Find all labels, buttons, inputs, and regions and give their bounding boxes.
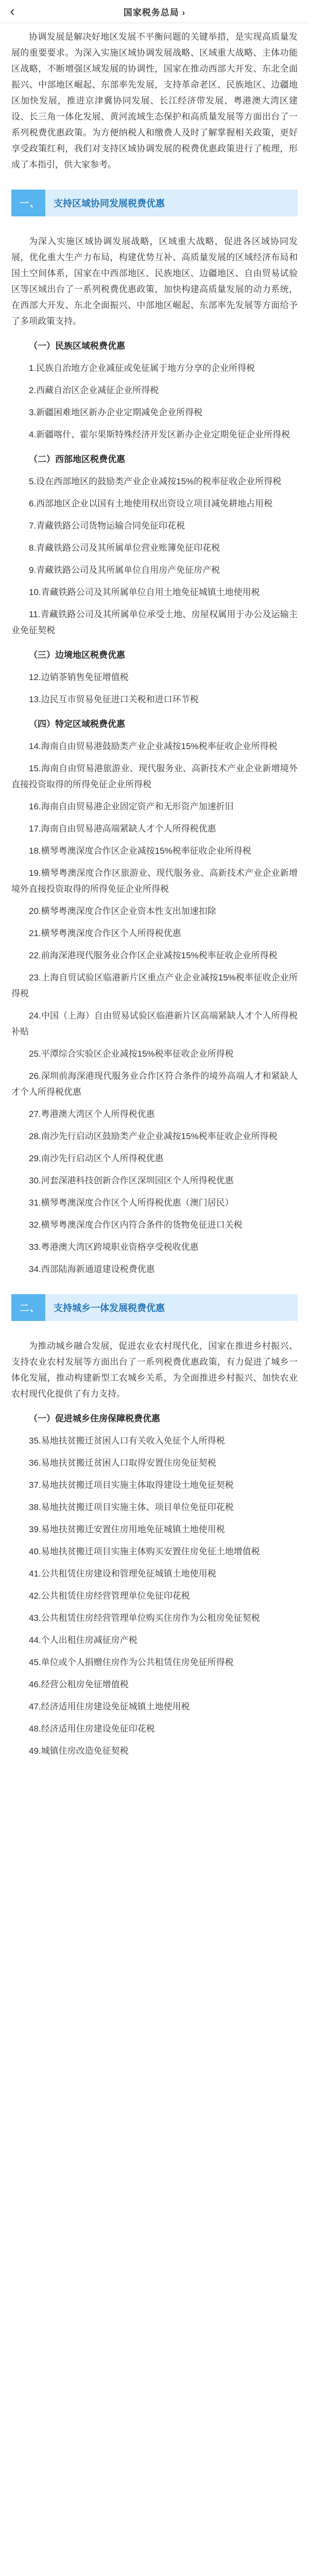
policy-item[interactable]: 21.横琴粤澳深度合作区个人所得税优惠 xyxy=(29,928,181,938)
section-intro: 为推动城乡融合发展，促进农业农村现代化，国家在推进乡村振兴、支持农业农村发展等方面出台了一系列税费优惠政策，有力促进了城乡一体化发展，推动构建新型工农城乡关系，为全面推进乡村振兴、加快农业农村现代化提供了有力支持。 xyxy=(11,1341,298,1399)
intro-paragraph: 协调发展是解决好地区发展不平衡问题的关键举措，是实现高质量发展的重要要求。为深入实施区域协调发展战略、区域重大战略、主体功能区战略，不断增强区域发展的协调性，国家在推动西部大开发、东北全面振兴、中部地区崛起、东部率先发展，支持革命老区、民族地区、边疆地区加快发展，推进京津冀协同发展、长江经济带发展、粤港澳大湾区建设、长三角一体化发展、黄河流域生态保护和高质量发展等方面出台了一系列税费优惠政策。为方便纳税人和缴费人及时了解掌握相关政策，更好享受政策红利，我们对支持区域协调发展的税费优惠政策进行了梳理，形成了本指引，供大家参考。 xyxy=(11,32,298,170)
policy-item[interactable]: 16.海南自由贸易港企业固定资产和无形资产加速折旧 xyxy=(29,802,234,811)
section-number: 二、 xyxy=(14,1294,45,1321)
policy-item[interactable]: 34.西部陆海新通道建设税费优惠 xyxy=(29,1264,155,1274)
policy-item[interactable]: 2.西藏自治区企业减征企业所得税 xyxy=(29,385,159,395)
policy-item[interactable]: 25.平潭综合实验区企业减按15%税率征收企业所得税 xyxy=(29,1049,234,1059)
section-intro: 为深入实施区域协调发展战略，区域重大战略，促进各区域协同发展，优化重大生产力布局，构建优势互补、高质量发展的区域经济布局和国土空间体系，国家在中西部地区、民族地区、边疆地区、自由贸易试验区等区域出台了一系列税费优惠政策，加快构建高质量发展的动力系统，在西部大开发、东北全面振兴、中部地区崛起、东部率先发展等方面给予了多项政策支持。 xyxy=(11,236,298,326)
section-header xyxy=(11,1294,298,1321)
section-number: 一、 xyxy=(14,190,45,216)
policy-item[interactable]: 22.前海深港现代服务业合作区企业减按15%税率征收企业所得税 xyxy=(29,951,278,960)
group-heading: （三）边境地区税费优惠 xyxy=(29,650,125,660)
policy-item[interactable]: 40.易地扶贫搬迁项目实施主体购买安置住房免征土地增值税 xyxy=(29,1547,260,1556)
back-icon[interactable]: ‹ xyxy=(10,3,15,19)
policy-item[interactable]: 39.易地扶贫搬迁安置住房用地免征城镇土地使用税 xyxy=(29,1524,225,1534)
section-header xyxy=(11,190,298,216)
policy-item[interactable]: 23.上海自贸试验区临港新片区重点产业企业减按15%税率征收企业所得税 xyxy=(11,973,298,998)
policy-item[interactable]: 19.横琴粤澳深度合作区旅游业、现代服务业、高新技术产业企业新增境外直接投资取得的所得免征企业所得税 xyxy=(11,868,298,894)
policy-item[interactable]: 24.中国（上海）自由贸易试验区临港新片区高端紧缺人才个人所得税补贴 xyxy=(11,1011,298,1037)
policy-item[interactable]: 1.民族自治地方企业减征或免征属于地方分享的企业所得税 xyxy=(29,363,255,373)
policy-item[interactable]: 4.新疆喀什、霍尔果斯特殊经济开发区新办企业定期免征企业所得税 xyxy=(29,430,290,439)
policy-item[interactable]: 33.粤港澳大湾区跨境职业资格享受税收优惠 xyxy=(29,1242,199,1252)
policy-item[interactable]: 30.河套深港科技创新合作区深圳园区个人所得税优惠 xyxy=(29,1176,234,1185)
policy-item[interactable]: 32.横琴粤澳深度合作区内符合条件的货物免征进口关税 xyxy=(29,1220,243,1230)
policy-item[interactable]: 9.青藏铁路公司及其所属单位自用房产免征房产税 xyxy=(29,565,220,575)
policy-item[interactable]: 42.公共租赁住房经营管理单位免征印花税 xyxy=(29,1591,190,1601)
policy-item[interactable]: 37.易地扶贫搬迁项目实施主体取得建设土地免征契税 xyxy=(29,1480,234,1490)
policy-item[interactable]: 15.海南自由贸易港旅游业、现代服务业、高新技术产业企业新增境外直接投资取得的所得免征企业所得税 xyxy=(11,764,298,789)
section-banner xyxy=(0,188,309,218)
policy-item[interactable]: 17.海南自由贸易港高端紧缺人才个人所得税优惠 xyxy=(29,824,216,834)
policy-item[interactable]: 7.青藏铁路公司货物运输合同免征印花税 xyxy=(29,521,185,531)
group-heading: （二）西部地区税费优惠 xyxy=(29,454,125,464)
page-title: 国家税务总局 › xyxy=(123,7,186,18)
policy-item[interactable]: 29.南沙先行启动区个人所得税优惠 xyxy=(29,1154,164,1163)
policy-item[interactable]: 26.深圳前海深港现代服务业合作区符合条件的境外高端人才和紧缺人才个人所得税优惠 xyxy=(11,1071,298,1097)
policy-item[interactable]: 49.城镇住房改造免征契税 xyxy=(29,1746,129,1756)
policy-item[interactable]: 27.粤港澳大湾区个人所得税优惠 xyxy=(29,1109,155,1119)
policy-item[interactable]: 10.青藏铁路公司及其所属单位自用土地免征城镇土地使用税 xyxy=(29,587,260,597)
policy-item[interactable]: 12.边销茶销售免征增值税 xyxy=(29,672,129,682)
policy-item[interactable]: 18.横琴粤澳深度合作区企业减按15%税率征收企业所得税 xyxy=(29,846,251,856)
policy-item[interactable]: 11.青藏铁路公司及其所属单位承受土地、房屋权属用于办公及运输主业免征契税 xyxy=(11,609,298,635)
policy-item[interactable]: 5.设在西部地区的鼓励类产业企业减按15%的税率征收企业所得税 xyxy=(29,477,282,486)
policy-item[interactable]: 20.横琴粤澳深度合作区企业资本性支出加速扣除 xyxy=(29,906,216,916)
policy-item[interactable]: 47.经济适用住房建设免征城镇土地使用税 xyxy=(29,1702,190,1711)
article-body xyxy=(0,29,309,1765)
policy-item[interactable]: 13.边民互市贸易免征进口关税和进口环节税 xyxy=(29,694,199,704)
policy-item[interactable]: 6.西部地区企业以国有土地使用权出资设立项目减免耕地占用税 xyxy=(29,499,273,509)
section-banner xyxy=(0,1293,309,1323)
group-heading: （一）民族区域税费优惠 xyxy=(29,341,125,351)
policy-item[interactable]: 44.个人出租住房减征房产税 xyxy=(29,1635,138,1645)
policy-item[interactable]: 14.海南自由贸易港鼓励类产业企业减按15%税率征收企业所得税 xyxy=(29,741,278,751)
group-heading: （四）特定区域税费优惠 xyxy=(29,719,125,729)
policy-item[interactable]: 43.公共租赁住房经营管理单位购买住房作为公租房免征契税 xyxy=(29,1613,260,1623)
policy-item[interactable]: 46.经营公租房免征增值税 xyxy=(29,1680,129,1689)
policy-item[interactable]: 38.易地扶贫搬迁项目实施主体、项目单位免征印花税 xyxy=(29,1502,234,1512)
policy-item[interactable]: 3.新疆困难地区新办企业定期减免企业所得税 xyxy=(29,408,203,417)
policy-item[interactable]: 35.易地扶贫搬迁贫困人口有关收入免征个人所得税 xyxy=(29,1436,225,1446)
section-title: 支持城乡一体发展税费优惠 xyxy=(54,1303,165,1313)
policy-item[interactable]: 8.青藏铁路公司及其所属单位营业账簿免征印花税 xyxy=(29,543,220,553)
policy-item[interactable]: 41.公共租赁住房建设和管理免征城镇土地使用税 xyxy=(29,1569,216,1579)
section-title: 支持区域协同发展税费优惠 xyxy=(54,198,165,209)
policy-item[interactable]: 31.横琴粤澳深度合作区个人所得税优惠（澳门居民） xyxy=(29,1198,234,1208)
policy-item[interactable]: 28.南沙先行启动区鼓励类产业企业减按15%税率征收企业所得税 xyxy=(29,1131,278,1141)
group-heading: （一）促进城乡住房保障税费优惠 xyxy=(29,1414,160,1423)
top-bar xyxy=(0,0,309,23)
policy-item[interactable]: 36.易地扶贫搬迁贫困人口取得安置住房免征契税 xyxy=(29,1458,216,1468)
policy-item[interactable]: 45.单位或个人捐赠住房作为公共租赁住房免征所得税 xyxy=(29,1657,234,1667)
policy-item[interactable]: 48.经济适用住房建设免征印花税 xyxy=(29,1724,155,1734)
